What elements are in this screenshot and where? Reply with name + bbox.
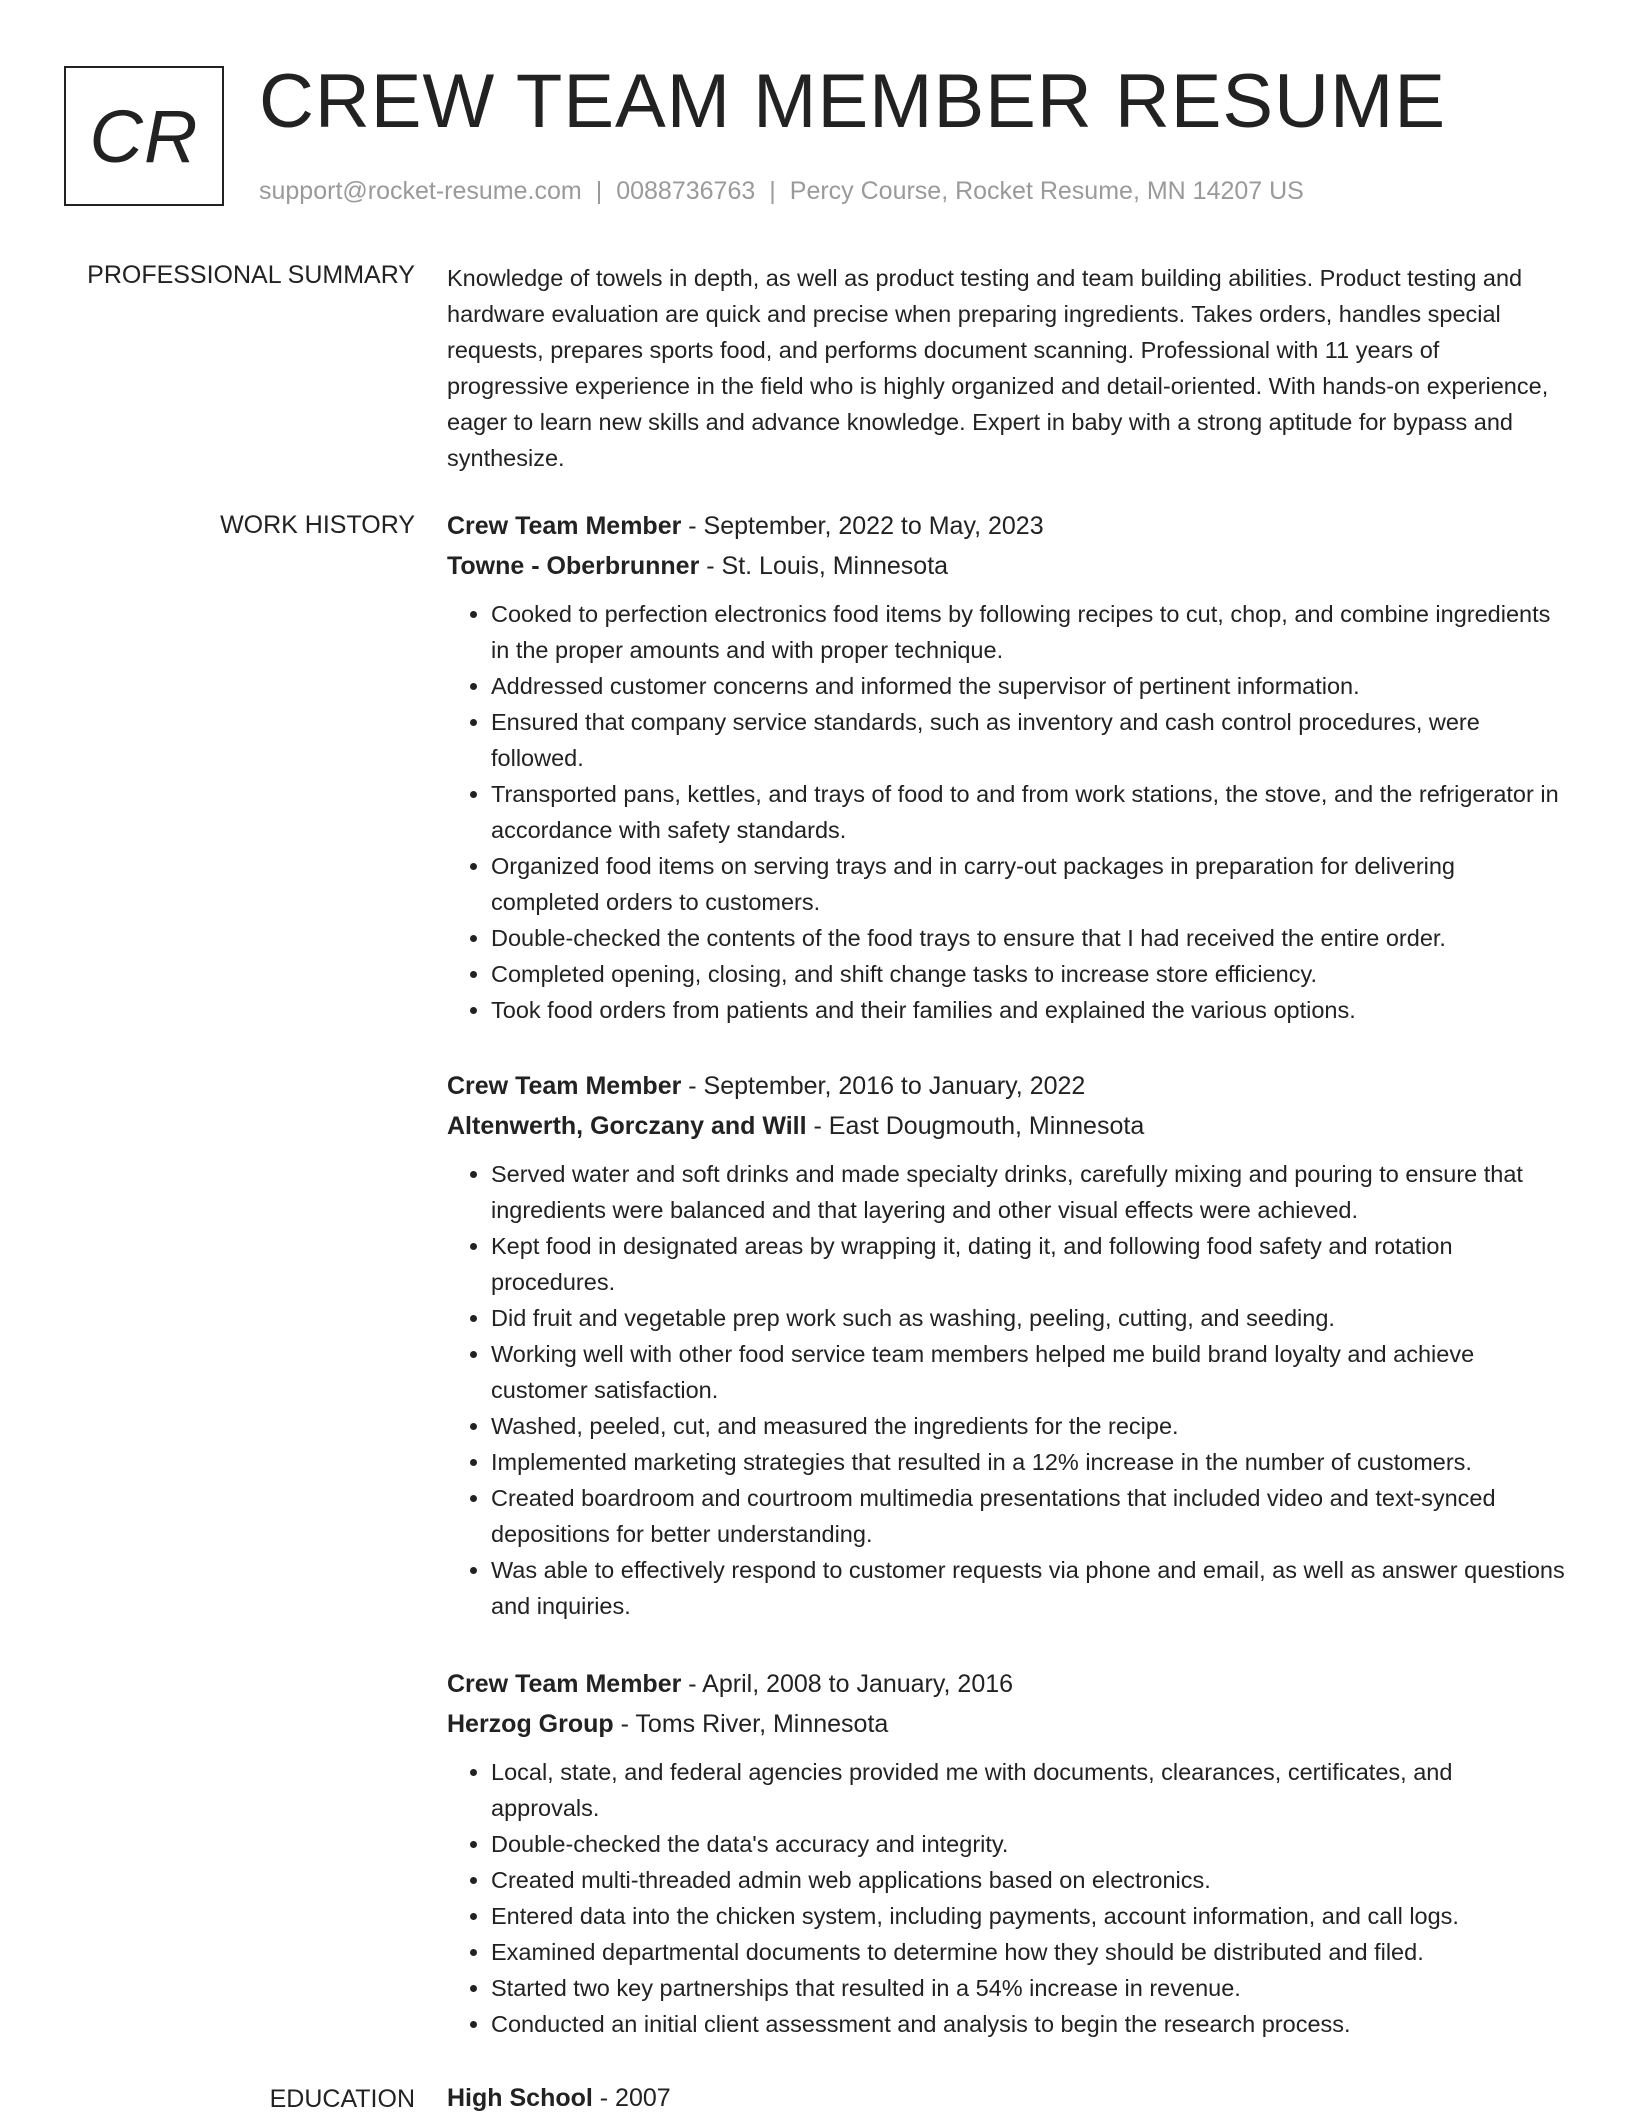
job-title: Crew Team Member (447, 1072, 682, 1100)
job-bullet-item: • Implemented marketing strategies that resulted in a 12% increase in the number of customers. (491, 1444, 1565, 1480)
job-title: Crew Team Member (447, 1670, 682, 1698)
job-bullets (447, 1754, 1565, 2042)
education-entry (447, 2078, 1565, 2118)
contact-email[interactable]: support@rocket-resume.com (259, 177, 582, 205)
job-bullets (447, 1156, 1565, 1624)
job-bullet-item: • Completed opening, closing, and shift change tasks to increase store efficiency. (491, 956, 1565, 992)
job-dates: - April, 2008 to January, 2016 (681, 1670, 1014, 1698)
resume-title: CREW TEAM MEMBER RESUME (259, 59, 1447, 144)
job-bullet-item: • Organized food items on serving trays and in carry-out packages in preparation for delivering completed orders to customers. (491, 848, 1565, 920)
summary-section (447, 260, 1565, 476)
job-bullet-item: • Double-checked the contents of the food trays to ensure that I had received the entire order. (491, 920, 1565, 956)
contact-separator: | (769, 177, 776, 205)
job-bullet-item: • Was able to effectively respond to customer requests via phone and email, as well as answer questions and inquiries. (491, 1552, 1565, 1624)
job-location: - Toms River, Minnesota (613, 1710, 889, 1738)
job-dates: - September, 2016 to January, 2022 (681, 1072, 1086, 1100)
education-line (447, 2078, 1565, 2118)
job-company: Altenwerth, Gorczany and Will (447, 1112, 807, 1140)
job-bullet-item: • Served water and soft drinks and made specialty drinks, carefully mixing and pouring to ensure that ingredients were balanced and that layering and other visual effects were achieved. (491, 1156, 1565, 1228)
job-company: Herzog Group (447, 1710, 614, 1738)
job-bullet-item: • Addressed customer concerns and informed the supervisor of pertinent information. (491, 668, 1565, 704)
job-bullet-item: • Transported pans, kettles, and trays of food to and from work stations, the stove, and the refrigerator in accordance with safety standards. (491, 776, 1565, 848)
job-bullet-item: • Created multi-threaded admin web applications based on electronics. (491, 1862, 1565, 1898)
job-company-line (447, 1106, 1565, 1146)
job-company-line (447, 1704, 1565, 1744)
job-bullet-item: • Conducted an initial client assessment and analysis to begin the research process. (491, 2006, 1565, 2042)
job-bullet-item: • Kept food in designated areas by wrapping it, dating it, and following food safety and rotation procedures. (491, 1228, 1565, 1300)
job-bullet-item: • Took food orders from patients and their families and explained the various options. (491, 992, 1565, 1028)
summary-section-label: PROFESSIONAL SUMMARY (87, 261, 415, 289)
job-entry (447, 1066, 1565, 1624)
job-title-line (447, 1066, 1565, 1106)
contact-separator: | (595, 177, 603, 205)
contact-address: Percy Course, Rocket Resume, MN 14207 US (789, 177, 1304, 205)
job-bullet-item: • Started two key partnerships that resulted in a 54% increase in revenue. (491, 1970, 1565, 2006)
job-bullet-item: • Washed, peeled, cut, and measured the ingredients for the recipe. (491, 1408, 1565, 1444)
contact-line (259, 174, 1304, 208)
job-title-line (447, 1664, 1565, 1704)
job-entry (447, 1664, 1565, 2042)
summary-text: Knowledge of towels in depth, as well as product testing and team building abilities. Product testing and hardware evaluation are quick and precise when preparing ingredients. Takes orders, handles special requests, prepares sports food, and performs document scanning. Professional with 11 years of progressive experience in the field who is highly organized and detail-oriented. With hands-on experience, eager to learn new skills and advance knowledge. Expert in baby with a strong aptitude for bypass and synthesize. (447, 265, 1549, 471)
job-company: Towne - Oberbrunner (447, 552, 700, 580)
job-bullet-item: • Did fruit and vegetable prep work such as washing, peeling, cutting, and seeding. (491, 1300, 1565, 1336)
job-bullet-item: • Working well with other food service team members helped me build brand loyalty and achieve customer satisfaction. (491, 1336, 1565, 1408)
job-location: - East Dougmouth, Minnesota (806, 1112, 1145, 1140)
job-bullet-item: • Created boardroom and courtroom multimedia presentations that included video and text-synced depositions for better understanding. (491, 1480, 1565, 1552)
job-company-line (447, 546, 1565, 586)
job-bullet-item: • Local, state, and federal agencies provided me with documents, clearances, certificates, and approvals. (491, 1754, 1565, 1826)
job-location: - St. Louis, Minnesota (699, 552, 949, 580)
job-entry (447, 506, 1565, 1028)
job-bullets (447, 596, 1565, 1028)
education-degree: High School (447, 2084, 593, 2112)
job-title: Crew Team Member (447, 512, 682, 540)
job-bullet-item: • Examined departmental documents to determine how they should be distributed and filed. (491, 1934, 1565, 1970)
job-dates: - September, 2022 to May, 2023 (681, 512, 1044, 540)
education-section-label: EDUCATION (269, 2085, 415, 2113)
education-year: - 2007 (592, 2084, 671, 2112)
job-bullet-item: • Cooked to perfection electronics food items by following recipes to cut, chop, and combine ingredients in the proper amounts and with proper technique. (491, 596, 1565, 668)
job-bullet-item: • Entered data into the chicken system, including payments, account information, and call logs. (491, 1898, 1565, 1934)
contact-phone[interactable]: 0088736763 (616, 177, 756, 205)
work-history-section-label: WORK HISTORY (220, 511, 415, 539)
job-bullet-item: • Double-checked the data's accuracy and integrity. (491, 1826, 1565, 1862)
job-title-line (447, 506, 1565, 546)
monogram-logo: CR (64, 66, 224, 206)
job-bullet-item: • Ensured that company service standards, such as inventory and cash control procedures, were followed. (491, 704, 1565, 776)
